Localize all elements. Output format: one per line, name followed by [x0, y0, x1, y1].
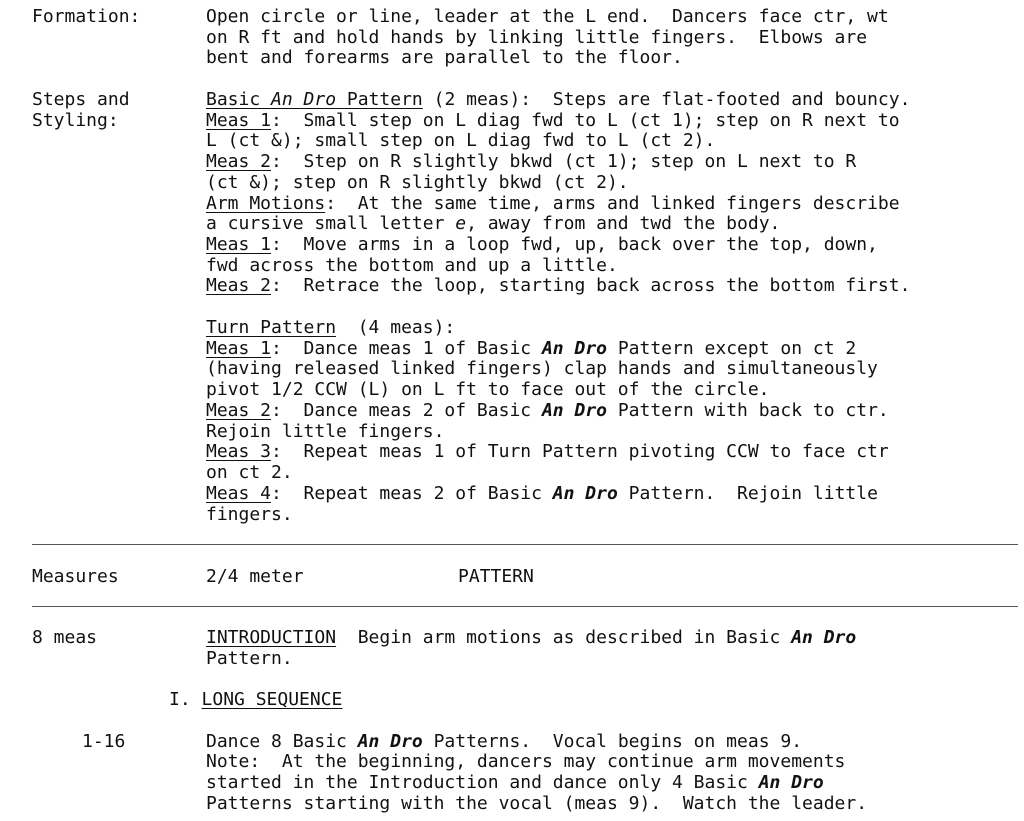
basic-title-b: Pattern [336, 89, 423, 110]
steps-label-1: Steps and [32, 89, 130, 110]
col-measures: Measures [32, 566, 119, 587]
basic-meas2-text: : Step on R slightly bkwd (ct 1); step on L next to R [271, 151, 857, 172]
formation-line-2: on R ft and hold hands by linking little fingers. Elbows are [206, 27, 868, 48]
basic-title-a: Basic [206, 89, 272, 110]
turn-meas3-label: Meas 3 [206, 441, 272, 462]
section-heading [169, 690, 342, 711]
turn-meas2-label: Meas 2 [206, 400, 272, 421]
intro-text: Begin arm motions as described in Basic [336, 627, 792, 648]
section-number: I. [169, 689, 202, 710]
formation-label: Formation: [32, 6, 141, 27]
row-l3-a: started in the Introduction and dance only 4 Basic [206, 772, 759, 793]
basic-meas1-line-1 [206, 111, 900, 132]
row-1-16-line-2: Note: At the beginning, dancers may continue arm movements [206, 751, 846, 772]
basic-meas2-line-2: (ct &); step on R slightly bkwd (ct 2). [206, 172, 629, 193]
turn-meas4-b: Pattern. Rejoin little [617, 483, 878, 504]
row-1-16-line-4: Patterns starting with the vocal (meas 9). Watch the leader. [206, 793, 868, 814]
turn-meas1-a: : Dance meas 1 of Basic [271, 338, 542, 359]
arm-meas1-line-2: fwd across the bottom and up a little. [206, 255, 618, 276]
basic-meas1-label: Meas 1 [206, 110, 272, 131]
col-pattern: PATTERN [458, 566, 534, 587]
basic-pattern-heading [206, 90, 910, 111]
turn-meas4-em: An Dro [552, 483, 618, 504]
arm-motions-line-2 [206, 214, 780, 235]
divider-top [32, 544, 1018, 545]
intro-em: An Dro [791, 627, 857, 648]
formation-line-1: Open circle or line, leader at the L end. Dancers face ctr, wt [206, 6, 889, 27]
turn-meas4-a: : Repeat meas 2 of Basic [271, 483, 553, 504]
turn-meas2-em: An Dro [541, 400, 607, 421]
basic-meas2-line-1 [206, 152, 856, 173]
row-l1-b: Patterns. Vocal begins on meas 9. [422, 731, 803, 752]
turn-meas3-line-2: on ct 2. [206, 462, 293, 483]
turn-pattern-heading [206, 318, 455, 339]
arm-meas1-text: : Move arms in a loop fwd, up, back over the top, down, [271, 234, 878, 255]
steps-label-2: Styling: [32, 110, 119, 131]
basic-meas2-label: Meas 2 [206, 151, 272, 172]
turn-meas3-line-1 [206, 442, 889, 463]
turn-title: Turn Pattern [206, 317, 337, 338]
arm-l2-a: a cursive small letter [206, 213, 456, 234]
basic-intro: (2 meas): Steps are flat-footed and bouncy. [422, 89, 911, 110]
arm-meas1-label: Meas 1 [206, 234, 272, 255]
turn-meas4-label: Meas 4 [206, 483, 272, 504]
intro-line-2: Pattern. [206, 648, 293, 669]
basic-meas1-line-2: L (ct &); small step on L diag fwd to L (ct 2). [206, 130, 716, 151]
turn-meas1-line-2: (having released linked fingers) clap hands and simultaneously [206, 358, 878, 379]
turn-meas2-line-2: Rejoin little fingers. [206, 421, 445, 442]
turn-meas4-line-1 [206, 484, 878, 505]
turn-meas1-em: An Dro [541, 338, 607, 359]
intro-line-1 [206, 628, 856, 649]
turn-meas2-a: : Dance meas 2 of Basic [271, 400, 542, 421]
arm-meas2-label: Meas 2 [206, 275, 272, 296]
row-l1-em: An Dro [357, 731, 423, 752]
row-1-16-line-3 [206, 773, 824, 794]
arm-meas2-text: : Retrace the loop, starting back across the bottom first. [271, 275, 911, 296]
row-l1-a: Dance 8 Basic [206, 731, 358, 752]
turn-meas1-line-1 [206, 339, 856, 360]
turn-intro: (4 meas): [336, 317, 456, 338]
arm-motions-label: Arm Motions [206, 193, 326, 214]
turn-meas3-text: : Repeat meas 1 of Turn Pattern pivoting CCW to face ctr [271, 441, 889, 462]
row-1-16-line-1 [206, 732, 802, 753]
row-l3-em: An Dro [758, 772, 824, 793]
turn-meas1-line-3: pivot 1/2 CCW (L) on L ft to face out of the circle. [206, 379, 770, 400]
formation-line-3: bent and forearms are parallel to the floor. [206, 47, 683, 68]
intro-meas: 8 meas [32, 627, 98, 648]
basic-meas1-text: : Small step on L diag fwd to L (ct 1); step on R next to [271, 110, 900, 131]
turn-meas1-label: Meas 1 [206, 338, 272, 359]
arm-meas1-line-1 [206, 235, 878, 256]
row-meas-1-16: 1-16 [82, 731, 126, 752]
turn-meas2-b: Pattern with back to ctr. [607, 400, 889, 421]
turn-meas2-line-1 [206, 401, 889, 422]
intro-title: INTRODUCTION [206, 627, 337, 648]
section-title: LONG SEQUENCE [201, 689, 343, 710]
arm-l2-e: e [455, 213, 467, 234]
turn-meas4-line-2: fingers. [206, 504, 293, 525]
arm-meas2-line-1 [206, 276, 910, 297]
col-meter: 2/4 meter [206, 566, 304, 587]
basic-title-em: An Dro [271, 89, 337, 110]
divider-bottom [32, 606, 1018, 607]
turn-meas1-b: Pattern except on ct 2 [607, 338, 857, 359]
arm-motions-text: : At the same time, arms and linked fingers describe [325, 193, 900, 214]
arm-motions-line-1 [206, 194, 900, 215]
arm-l2-b: , away from and twd the body. [466, 213, 781, 234]
